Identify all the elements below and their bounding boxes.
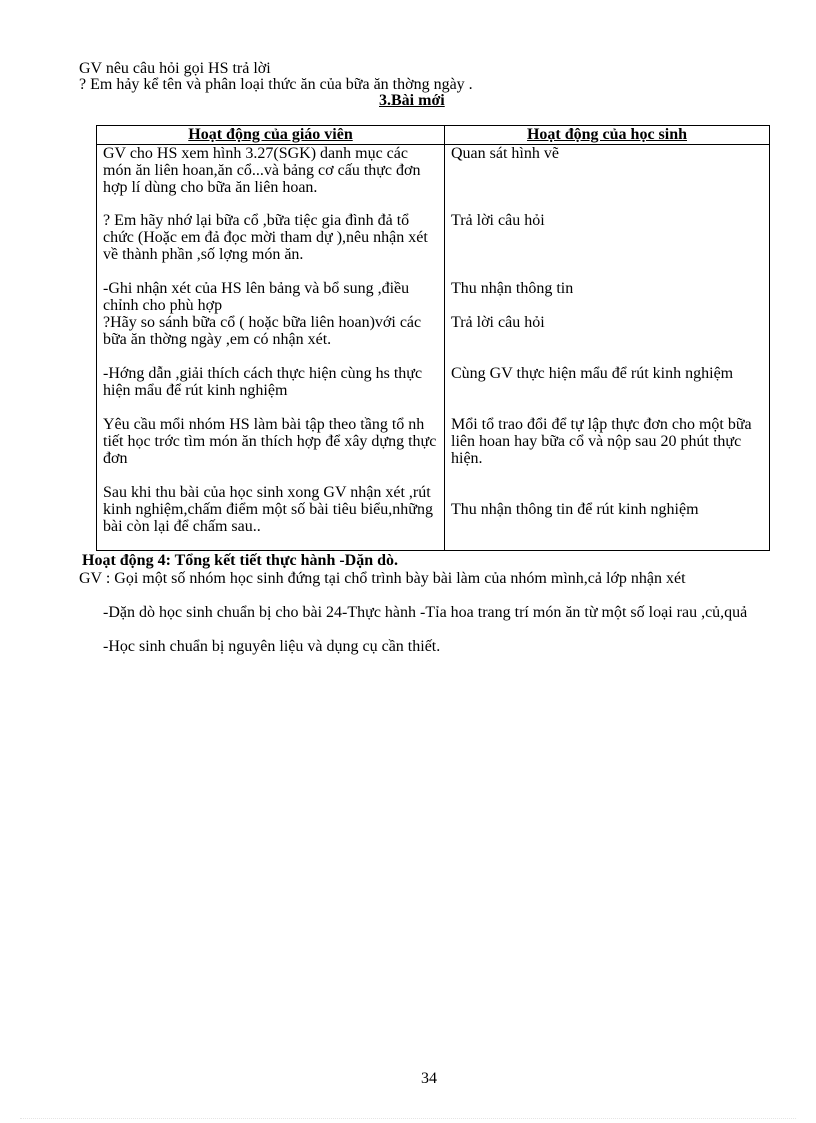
teacher-entry: Yêu cầu mổi nhóm HS làm bài tập theo tầng tổ nh tiết học trớc tìm món ăn thích hợp để xây dựng thực đơn (103, 416, 437, 467)
teacher-entry: -Ghi nhận xét của HS lên bảng và bổ sung ,điều chỉnh cho phù hợp (103, 280, 410, 314)
teacher-activities-cell (97, 145, 445, 551)
activity-4-instruction-2: -Học sinh chuẩn bị nguyên liệu và dụng cụ cần thiết. (103, 638, 441, 655)
activity-4-gv-text: GV : Gọi một số nhóm học sinh đứng tại chổ trình bày bài làm của nhóm mình,cả lớp nhận xét (79, 570, 686, 587)
student-entry: Trả lời câu hỏi (451, 314, 545, 331)
teacher-entry: GV cho HS xem hình 3.27(SGK) danh mục các món ăn liên hoan,ăn cổ...và bảng cơ cấu thực đơn hợp lí dùng cho bữa ăn liên hoan. (103, 145, 421, 196)
table-header-row (97, 126, 770, 145)
student-entry: Thu nhận thông tin (451, 280, 574, 297)
teacher-entry: ? Em hãy nhớ lại bữa cổ ,bữa tiệc gia đình đả tổ chức (Hoặc em đả đọc mời tham dự ),nêu nhận xét về thành phần ,số lợng món ăn. (103, 212, 428, 263)
student-entry: Trả lời câu hỏi (451, 212, 545, 229)
footer-rule (20, 1118, 796, 1119)
intro-line-1: GV nêu câu hỏi gọi HS trả lời (79, 60, 271, 77)
activity-4-heading: Hoạt động 4: Tổng kết tiết thực hành -Dặn dò. (82, 552, 399, 569)
student-activities-cell (445, 145, 770, 551)
teacher-column-header: Hoạt động của giáo viên (97, 126, 445, 145)
section-title: 3.Bài mới (379, 92, 445, 109)
student-entry: Quan sát hình vẽ (451, 145, 559, 162)
teacher-entry: ?Hãy so sánh bữa cổ ( hoặc bữa liên hoan)với các bữa ăn thờng ngày ,em có nhận xét. (103, 314, 422, 348)
table-body-row (97, 145, 770, 551)
activity-4-instruction-1: -Dặn dò học sinh chuẩn bị cho bài 24-Thực hành -Tỉa hoa trang trí món ăn từ một số loại rau ,củ,quả (103, 604, 748, 621)
activity-table (96, 125, 770, 551)
teacher-entry: -Hớng dẫn ,giải thích cách thực hiện cùng hs thực hiện mẩu để rút kinh nghiệm (103, 365, 423, 399)
student-entry: Thu nhận thông tin để rút kinh nghiệm (451, 501, 699, 518)
student-entry: Cùng GV thực hiện mẩu để rút kinh nghiệm (451, 365, 734, 382)
page-number: 34 (421, 1070, 437, 1087)
teacher-entry: Sau khi thu bài của học sinh xong GV nhận xét ,rút kinh nghiệm,chấm điểm một số bài tiêu biểu,những bài còn lại để chấm sau.. (103, 484, 433, 535)
intro-line-2: ? Em hảy kể tên và phân loại thức ăn của bữa ăn thờng ngày . (79, 76, 473, 93)
student-entry: Mổi tổ trao đổi để tự lập thực đơn cho một bữa liên hoan hay bữa cổ và nộp sau 20 phút thực hiện. (451, 416, 752, 467)
student-column-header: Hoạt động của học sinh (445, 126, 770, 145)
